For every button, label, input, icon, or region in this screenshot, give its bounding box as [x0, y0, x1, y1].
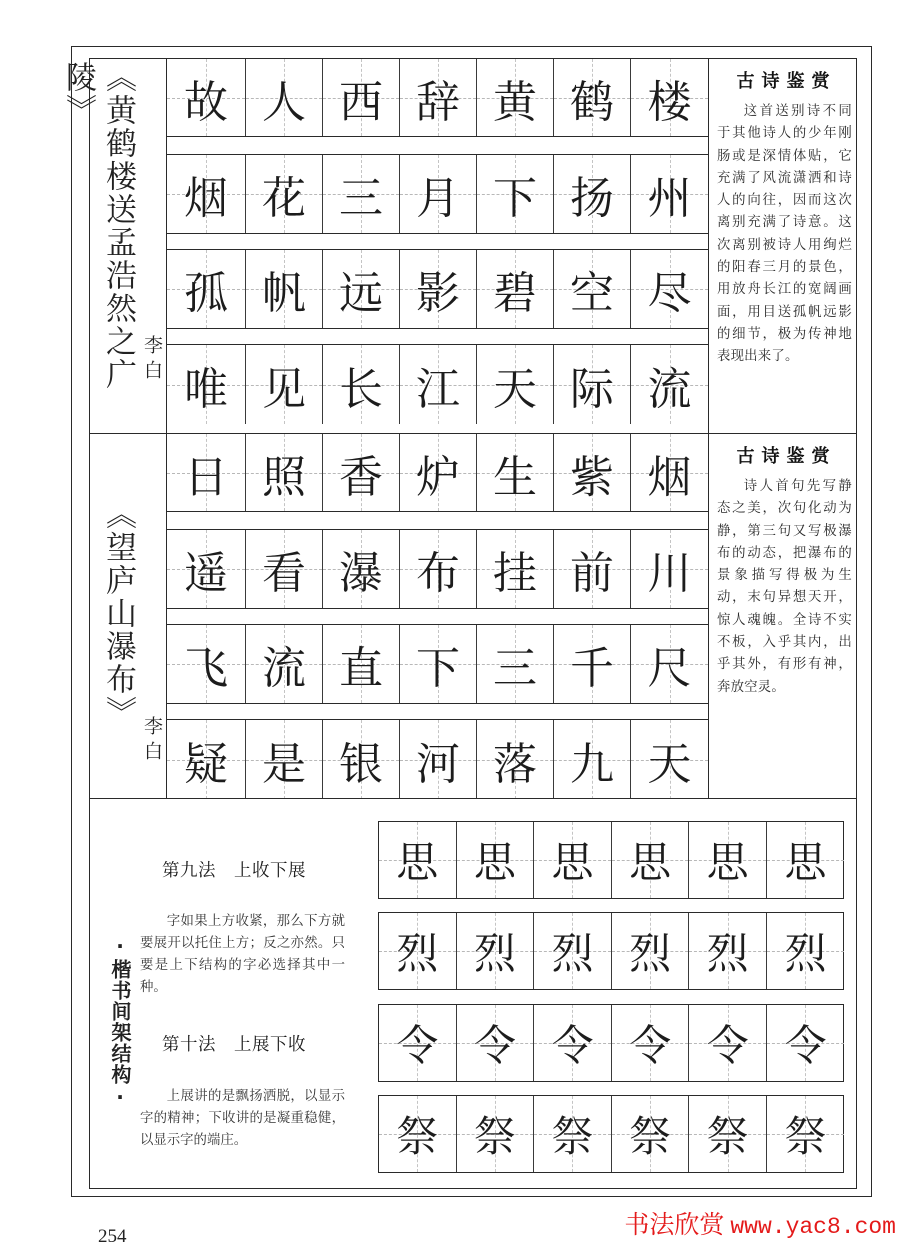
method-10-heading: 第十法 上展下收 [162, 1035, 306, 1055]
practice-cell [767, 1005, 844, 1081]
character: 烈 [706, 929, 749, 978]
character-cell [400, 250, 477, 328]
practice-cell [689, 822, 767, 898]
character-grid [167, 434, 708, 798]
character: 挂 [493, 548, 537, 599]
note-heading: 古诗鉴赏 [736, 446, 837, 467]
practice-cell [379, 913, 457, 989]
character: 令 [706, 1021, 749, 1070]
character: 思 [396, 838, 439, 887]
character: 烟 [647, 451, 692, 503]
character: 州 [647, 173, 692, 224]
character-cell [323, 59, 400, 136]
character: 唯 [184, 363, 228, 415]
character-cell [477, 625, 554, 703]
section-side-label: ·楷书间架结构· [108, 934, 132, 1110]
practice-cell [379, 1096, 457, 1172]
practice-cell [767, 913, 844, 989]
character-cell [554, 345, 631, 424]
character-cell [400, 720, 477, 799]
character: 九 [570, 738, 614, 790]
character-cell [554, 59, 631, 136]
character-cell [167, 434, 246, 511]
character: 影 [416, 268, 460, 319]
method-10-body: 上展讲的是飘扬洒脱，以显示字的精神；下收讲的是凝重稳健，以显示字的端庄。 [140, 1089, 345, 1148]
character-cell [323, 720, 400, 799]
character: 西 [339, 76, 383, 128]
verse-line [167, 624, 708, 704]
character-cell [477, 345, 554, 424]
character: 烈 [473, 929, 516, 978]
character-cell [246, 530, 323, 608]
character: 生 [493, 451, 537, 503]
practice-row [378, 1095, 844, 1173]
character-cell [631, 434, 708, 511]
character: 香 [339, 451, 383, 503]
character: 烈 [551, 929, 594, 978]
character-cell [477, 530, 554, 608]
character-cell [246, 155, 323, 233]
character: 令 [396, 1021, 439, 1070]
poem-author: 李白 [141, 335, 163, 385]
practice-cell [534, 913, 612, 989]
structure-method-section [89, 798, 857, 1189]
character: 祭 [473, 1112, 516, 1161]
character: 花 [262, 173, 306, 224]
note-heading: 古诗鉴赏 [736, 71, 837, 92]
character: 前 [570, 548, 614, 599]
character: 际 [570, 363, 614, 415]
note-body: 这首送别诗不同于其他诗人的少年刚肠或是深情体贴，它充满了风流潇洒和诗人的向往，因而这次离别充满了诗意。这次离别被诗人用绚烂的阳春三月的景色，用放舟长江的宽阔画面，用目送孤帆远影的细节，极为传神地表现出来了。 [717, 104, 852, 365]
character: 看 [262, 548, 306, 599]
character-cell [323, 250, 400, 328]
character-cell [167, 720, 246, 799]
character: 江 [416, 363, 460, 415]
poem-author: 李白 [141, 716, 163, 766]
character-cell [554, 720, 631, 799]
character-cell [631, 250, 708, 328]
character: 祭 [784, 1112, 827, 1161]
character-cell [167, 345, 246, 424]
verse-line [167, 719, 708, 799]
character: 人 [262, 76, 306, 128]
character-cell [400, 434, 477, 511]
character-cell [631, 625, 708, 703]
character: 流 [647, 363, 692, 415]
character: 鹤 [570, 76, 614, 128]
character-cell [554, 530, 631, 608]
verse-line [167, 154, 708, 234]
character: 扬 [570, 173, 614, 224]
character-cell [554, 625, 631, 703]
character-cell [400, 155, 477, 233]
character: 尽 [647, 268, 692, 319]
character: 思 [784, 838, 827, 887]
poem-section-huanghelou [60, 58, 857, 433]
character: 遥 [184, 548, 228, 599]
poem-title: 《望庐山瀑布》 [100, 498, 136, 729]
character-cell [477, 59, 554, 136]
character-cell [400, 625, 477, 703]
character: 落 [493, 738, 537, 790]
character-cell [167, 530, 246, 608]
character-cell [167, 250, 246, 328]
character: 紫 [570, 451, 614, 503]
character: 月 [416, 173, 460, 224]
character: 照 [262, 451, 306, 503]
character: 令 [473, 1021, 516, 1070]
poem-section-wanglushanpubu [89, 433, 857, 798]
character: 银 [339, 738, 383, 790]
character: 黄 [493, 76, 537, 128]
practice-cell [612, 1005, 690, 1081]
practice-cell [689, 1005, 767, 1081]
character: 是 [262, 738, 306, 790]
character: 飞 [184, 643, 228, 694]
character-cell [477, 720, 554, 799]
verse-line [167, 249, 708, 329]
watermark-text: 书法欣赏 [624, 1210, 725, 1239]
verse-line [167, 434, 708, 512]
character-cell [631, 720, 708, 799]
practice-cell [767, 1096, 844, 1172]
character: 祭 [706, 1112, 749, 1161]
character: 天 [493, 363, 537, 415]
character: 远 [339, 268, 383, 319]
character: 见 [262, 363, 306, 415]
character-cell [323, 625, 400, 703]
character: 千 [570, 643, 614, 694]
character: 三 [493, 643, 537, 694]
character-cell [554, 434, 631, 511]
practice-cell [767, 822, 844, 898]
practice-row [378, 912, 844, 990]
character: 下 [493, 173, 537, 224]
character-cell [400, 530, 477, 608]
appreciation-note [708, 434, 858, 798]
character-cell [400, 59, 477, 136]
practice-cell [612, 1096, 690, 1172]
character: 思 [551, 838, 594, 887]
character-cell [246, 59, 323, 136]
character: 疑 [184, 738, 228, 790]
appreciation-note [708, 59, 858, 433]
character-cell [323, 155, 400, 233]
practice-cell [689, 913, 767, 989]
character-cell [400, 345, 477, 424]
character-cell [246, 345, 323, 424]
character: 炉 [416, 451, 460, 503]
character-cell [167, 59, 246, 136]
character-cell [246, 434, 323, 511]
poem-title-column [90, 434, 167, 798]
character: 天 [647, 738, 692, 790]
page-number: 254 [98, 1226, 127, 1247]
watermark-url: www.yac8.com [730, 1214, 896, 1240]
character: 烈 [629, 929, 672, 978]
character: 下 [416, 643, 460, 694]
poem-title-column [60, 59, 167, 433]
character: 长 [339, 363, 383, 415]
verse-line [167, 529, 708, 609]
character-cell [323, 434, 400, 511]
practice-cell [457, 913, 535, 989]
character: 烈 [784, 929, 827, 978]
practice-cell [534, 1096, 612, 1172]
character: 三 [339, 173, 383, 224]
character: 故 [184, 76, 228, 128]
character: 孤 [184, 268, 228, 319]
method-9-heading: 第九法 上收下展 [162, 861, 306, 881]
character-cell [246, 625, 323, 703]
character: 布 [416, 548, 460, 599]
character-cell [167, 155, 246, 233]
character: 瀑 [339, 548, 383, 599]
character-cell [477, 434, 554, 511]
character: 日 [184, 451, 228, 503]
character-cell [631, 530, 708, 608]
character: 空 [570, 268, 614, 319]
character-cell [246, 250, 323, 328]
character: 河 [416, 738, 460, 790]
character-cell [554, 250, 631, 328]
character: 直 [339, 643, 383, 694]
verse-line [167, 59, 708, 137]
character: 楼 [647, 76, 692, 128]
character-cell [167, 625, 246, 703]
character-cell [477, 250, 554, 328]
character: 令 [784, 1021, 827, 1070]
character: 尺 [647, 643, 692, 694]
method-9-body: 字如果上方收紧，那么下方就要展开以托住上方；反之亦然。只要是上下结构的字必选择其中一种。 [140, 914, 345, 995]
character: 烟 [184, 173, 228, 224]
character-cell [323, 530, 400, 608]
character: 川 [647, 548, 692, 599]
character-cell [631, 345, 708, 424]
character-cell [631, 155, 708, 233]
character: 思 [473, 838, 516, 887]
watermark [624, 1205, 896, 1241]
character: 帆 [262, 268, 306, 319]
practice-cell [534, 822, 612, 898]
character: 令 [551, 1021, 594, 1070]
character: 祭 [396, 1112, 439, 1161]
character: 思 [706, 838, 749, 887]
verse-line [167, 344, 708, 424]
character-cell [323, 345, 400, 424]
practice-cell [457, 1096, 535, 1172]
character: 流 [262, 643, 306, 694]
character: 思 [629, 838, 672, 887]
character: 辞 [416, 76, 460, 128]
practice-cell [457, 1005, 535, 1081]
character-cell [631, 59, 708, 136]
practice-row [378, 1004, 844, 1082]
practice-cell [379, 1005, 457, 1081]
character-grid [167, 59, 708, 433]
poem-title: 《黄鹤楼送孟浩然之广陵》 [60, 61, 136, 391]
practice-cell [612, 913, 690, 989]
character: 令 [629, 1021, 672, 1070]
practice-row [378, 821, 844, 899]
practice-cell [534, 1005, 612, 1081]
practice-cell [379, 822, 457, 898]
note-body: 诗人首句先写静态之美，次句化动为静，第三句又写极瀑布的动态，把瀑布的景象描写得极为生动，末句异想天开，惊人魂魄。全诗不实不板，入乎其内，出乎其外，有形有神，奔放空灵。 [717, 479, 852, 695]
practice-cell [612, 822, 690, 898]
character: 碧 [493, 268, 537, 319]
practice-cell [457, 822, 535, 898]
character: 祭 [629, 1112, 672, 1161]
character-cell [554, 155, 631, 233]
character: 烈 [396, 929, 439, 978]
character-cell [246, 720, 323, 799]
character: 祭 [551, 1112, 594, 1161]
character-cell [477, 155, 554, 233]
practice-cell [689, 1096, 767, 1172]
